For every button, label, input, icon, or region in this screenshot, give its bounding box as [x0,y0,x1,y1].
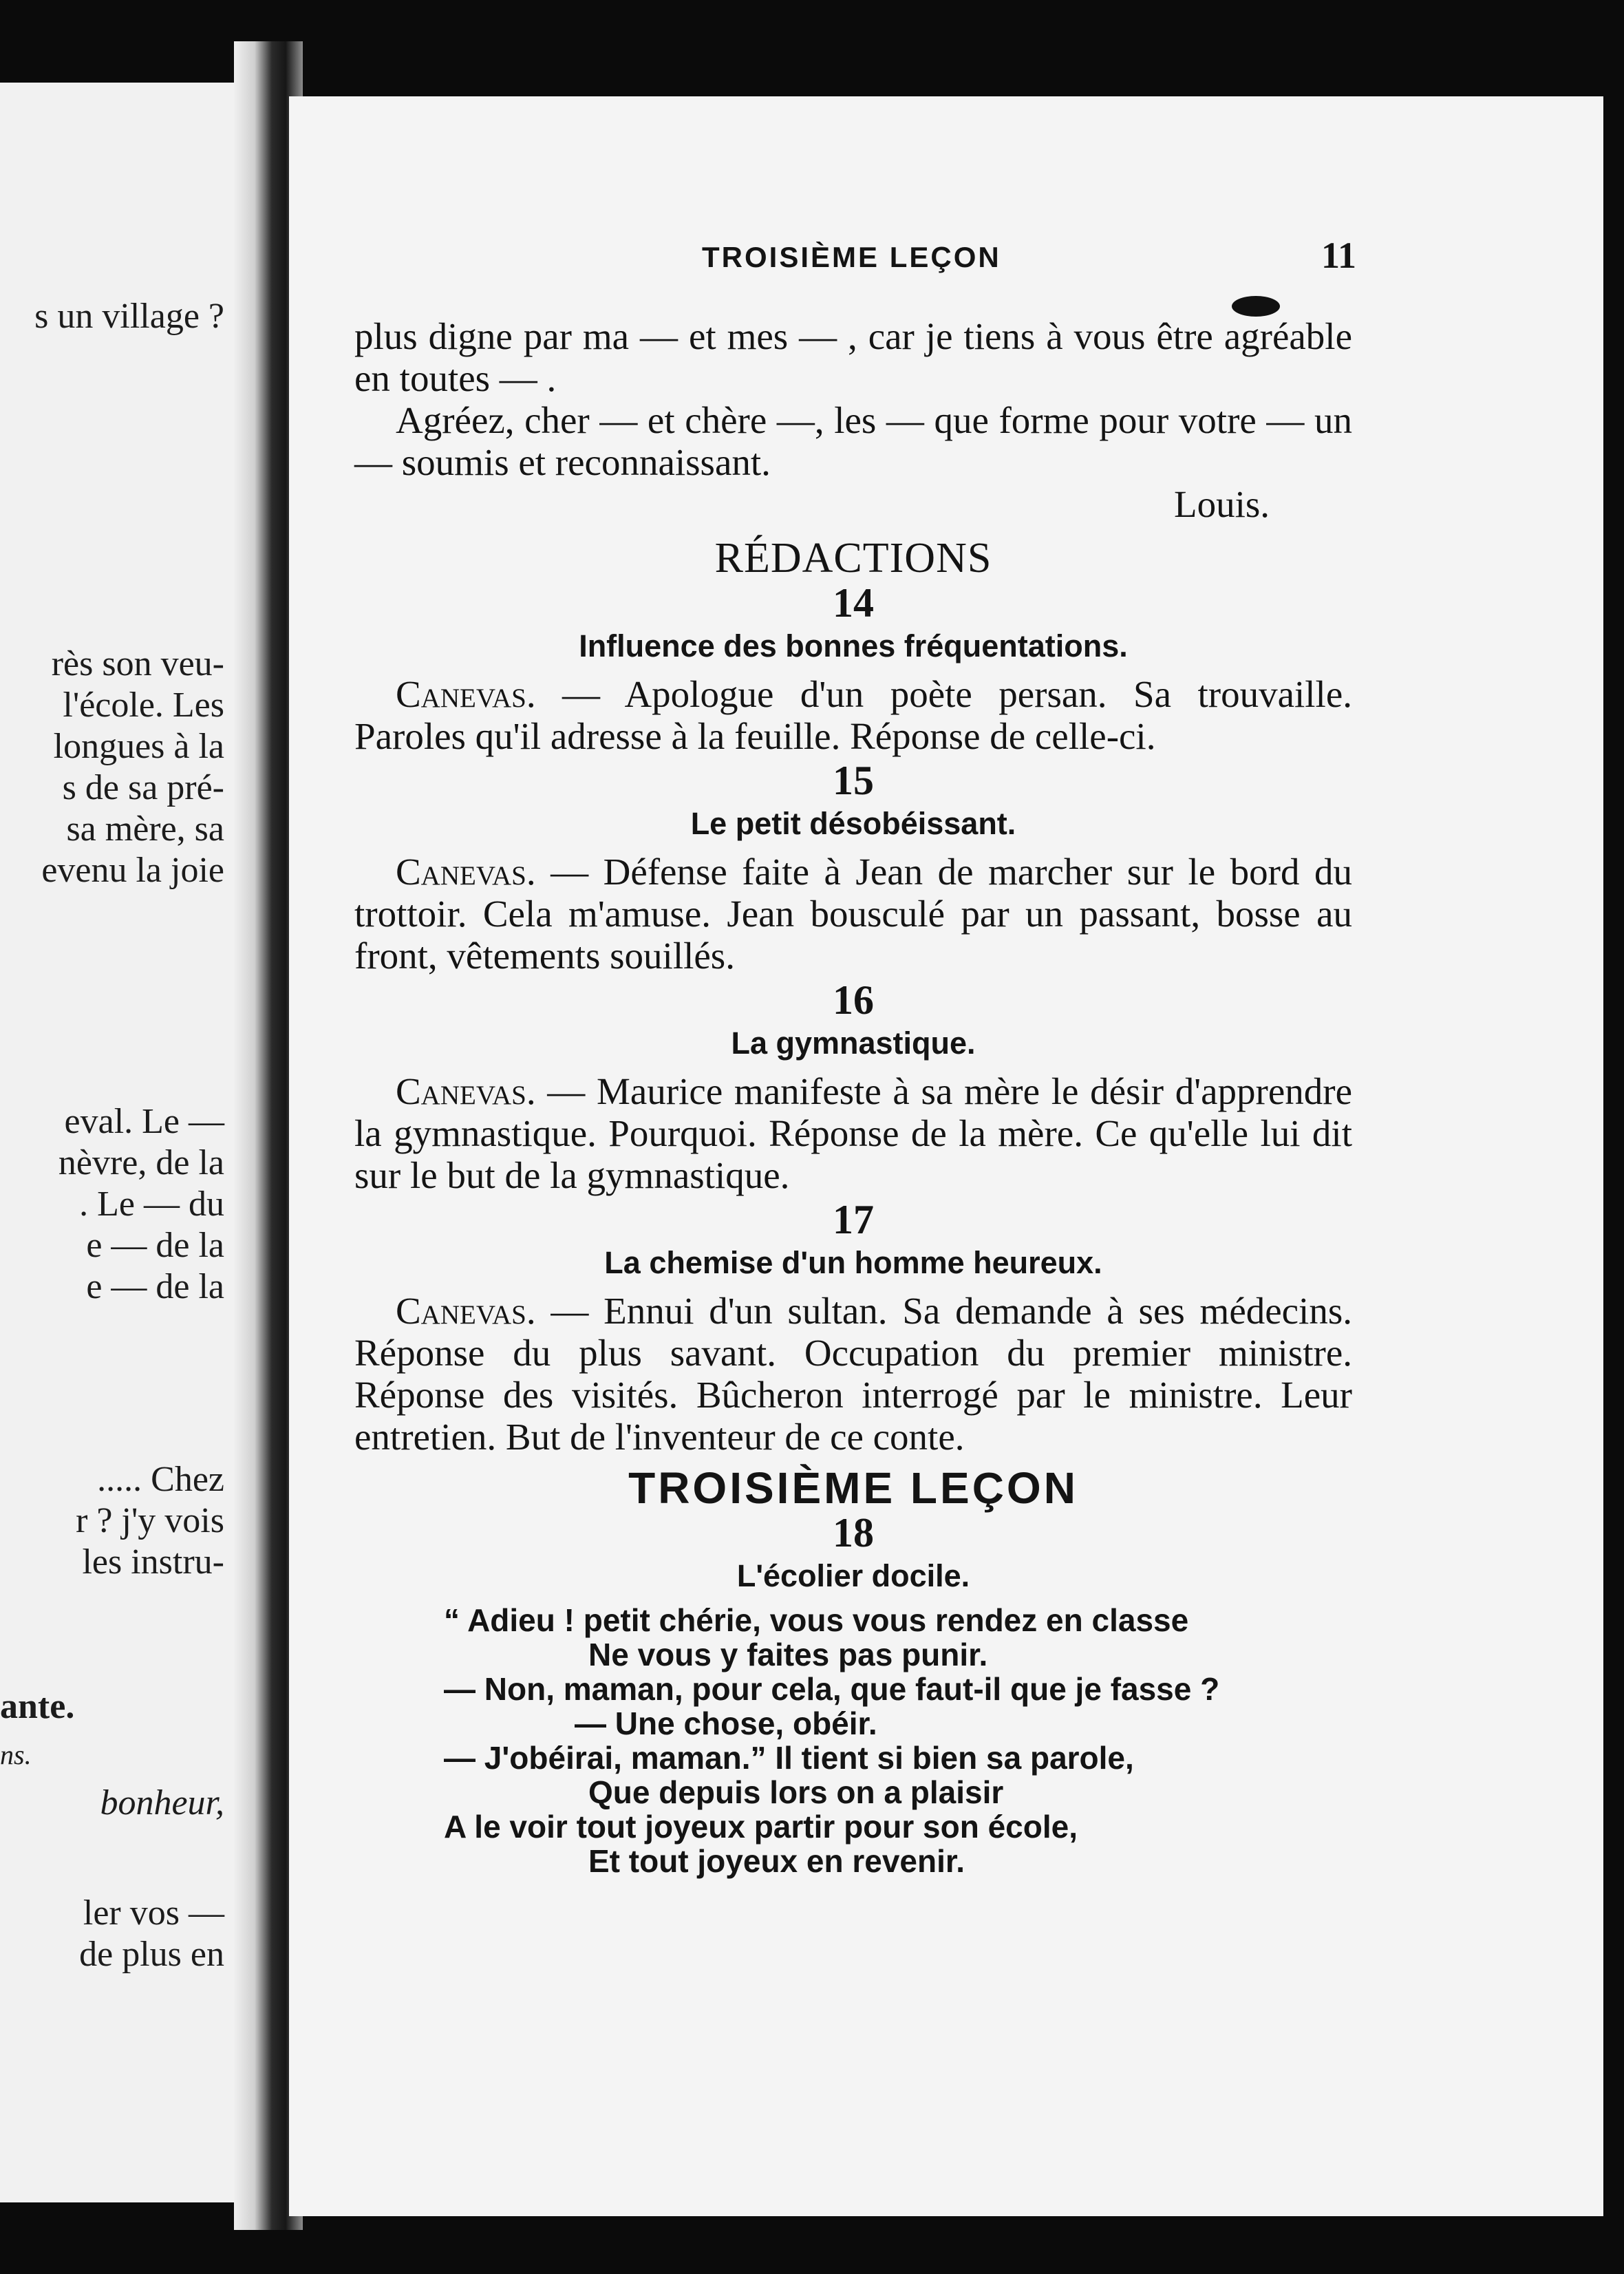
left-page-line: e — de la [86,1267,224,1306]
exercise-title: La chemise d'un homme heureux. [604,1245,1102,1280]
poem-line: — Une chose, obéir. [575,1706,877,1741]
poem-line: Que depuis lors on a plaisir [588,1774,1004,1810]
section-heading: RÉDACTIONS [714,535,992,582]
canevas-label: Canevas. [396,1290,536,1332]
running-head: TROISIÈME LEÇON [702,241,1001,273]
canevas-label: Canevas. [396,1070,536,1112]
letter-paragraph: Agréez, cher — et chère —, les — que forme pour votre — un — soumis et reconnaissant. [354,399,1352,483]
left-page-line: eval. Le — [64,1102,224,1141]
letter-paragraph: plus digne par ma — et mes — , car je tiens à vous être agréable en toutes — . [354,315,1352,399]
exercise-number: 14 [833,580,874,626]
canevas-text: — Défense faite à Jean de marcher sur le bord du trottoir. Cela m'amuse. Jean bousculé par un passant, bosse au front, vêtements souillés. [354,851,1352,977]
page-body [354,315,1352,1878]
left-page-line: ante. [0,1687,75,1726]
poem-line: — Non, maman, pour cela, que faut-il que je fasse ? [444,1671,1220,1707]
signature: Louis. [1173,483,1270,525]
left-page-line: de plus en [79,1935,224,1974]
exercise-number: 15 [833,758,874,803]
left-page-line: ..... Chez [97,1460,224,1499]
canevas-label: Canevas. [396,851,536,893]
canevas-text: — Maurice manifeste à sa mère le désir d'apprendre la gymnastique. Pourquoi. Réponse de la mère. Ce qu'elle lui dit sur le but de la gymnastique. [354,1070,1352,1196]
exercise-title: La gymnastique. [731,1026,976,1061]
left-page-line: bonheur, [100,1783,224,1823]
exercise [354,978,1352,1196]
poem [444,1603,1352,1878]
left-page-line: ns. [0,1739,32,1770]
left-page-line: r ? j'y vois [76,1501,224,1540]
exercise [354,581,1352,757]
canevas-label: Canevas. [396,673,536,715]
exercise-text [354,851,1352,977]
exercise-text [354,1070,1352,1196]
exercise-number: 16 [833,977,874,1023]
exercise-text [354,1290,1352,1458]
poem-number: 18 [833,1510,874,1555]
left-page-line: rès son veu- [51,644,224,683]
left-page-line: longues à la [53,727,224,766]
left-page-line: e — de la [86,1226,224,1265]
left-page-line: les instru- [82,1542,224,1582]
poem-line: Ne vous y faites pas punir. [588,1637,988,1672]
page-number: 11 [1321,235,1357,276]
left-page-line: ler vos — [83,1893,224,1933]
poem-line: A le voir tout joyeux partir pour son école, [444,1809,1078,1845]
previous-page-fragment [0,83,241,2202]
poem-line: “ Adieu ! petit chérie, vous vous rendez en classe [444,1602,1189,1638]
exercise-text [354,673,1352,757]
exercise [354,1198,1352,1458]
left-page-line: evenu la joie [41,851,224,890]
book-page [289,96,1603,2216]
poem-line: Et tout joyeux en revenir. [588,1843,965,1879]
lesson-heading: TROISIÈME LEÇON [628,1463,1078,1513]
left-page-line: l'école. Les [63,686,224,725]
exercise [354,758,1352,977]
left-page-line: s un village ? [34,297,224,336]
poem-line: — J'obéirai, maman.” Il tient si bien sa parole, [444,1740,1134,1776]
left-page-line: . Le — du [79,1184,224,1224]
exercise-title: Influence des bonnes fréquentations. [579,628,1128,663]
canevas-text: — Ennui d'un sultan. Sa demande à ses médecins. Réponse du plus savant. Occupation du premier ministre. Réponse des visités. Bûcheron interrogé par le ministre. Leur entretien. But de l'inventeur de ce conte. [354,1290,1352,1458]
ink-blot [1232,296,1280,317]
exercise-number: 17 [833,1197,874,1242]
left-page-line: sa mère, sa [66,809,224,849]
left-page-line: s de sa pré- [62,768,224,807]
poem-title: L'écolier docile. [736,1558,970,1593]
left-page-line: nèvre, de la [58,1143,224,1182]
canevas-text: — Apologue d'un poète persan. Sa trouvaille. Paroles qu'il adresse à la feuille. Réponse de celle-ci. [354,673,1352,757]
exercise-title: Le petit désobéissant. [690,806,1016,841]
